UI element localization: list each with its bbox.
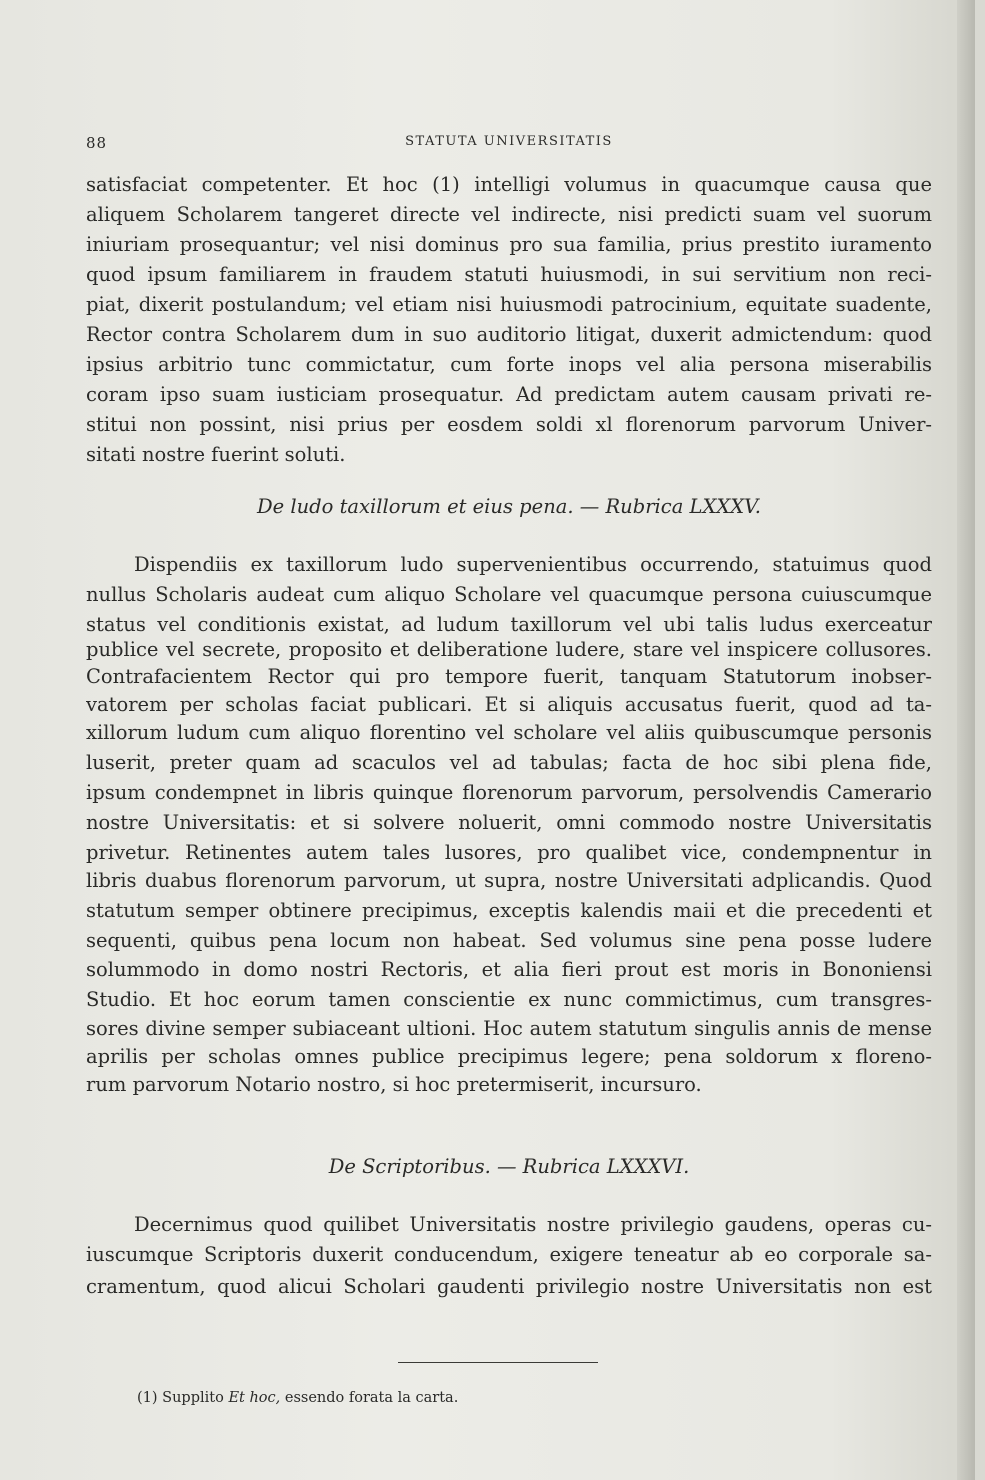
text-line: aprilis per scholas omnes publice precipimus legere; pena soldorum x floreno- <box>86 1045 932 1068</box>
text-line: cramentum, quod alicui Scholari gaudenti privilegio nostre Universitatis non est <box>86 1275 932 1298</box>
text-line: publice vel secrete, proposito et deliberatione ludere, stare vel inspicere collusores. <box>86 638 932 661</box>
text-line: nullus Scholaris audeat cum aliquo Scholare vel quacumque persona cuiuscumque <box>86 583 932 606</box>
text-line: Studio. Et hoc eorum tamen conscientie ex nunc commictimus, cum transgres- <box>86 988 932 1011</box>
text-line: luserit, preter quam ad scaculos vel ad tabulas; facta de hoc sibi plena fide, <box>86 751 932 774</box>
text-line: nostre Universitatis: et si solvere noluerit, omni commodo nostre Universitatis <box>86 811 932 834</box>
text-line: libris duabus florenorum parvorum, ut supra, nostre Universitati adplicandis. Quod <box>86 869 932 892</box>
rubric-heading-85: De ludo taxillorum et eius pena. — Rubrica LXXXV. <box>257 495 761 518</box>
text-line: status vel conditionis existat, ad ludum taxillorum vel ubi talis ludus exerceatur <box>86 613 932 636</box>
text-line: Dispendiis ex taxillorum ludo supervenientibus occurrendo, statuimus quod <box>134 553 932 576</box>
text-line: sores divine semper subiaceant ultioni. Hoc autem statutum singulis annis de mense <box>86 1017 932 1040</box>
text-line: ipsius arbitrio tunc commictatur, cum forte inops vel alia persona miserabilis <box>86 353 932 376</box>
running-head <box>86 134 932 156</box>
running-title: STATUTA UNIVERSITATIS <box>405 134 613 149</box>
text-line: sequenti, quibus pena locum non habeat. Sed volumus sine pena posse ludere <box>86 929 932 952</box>
text-line: iuscumque Scriptoris duxerit conducendum, exigere teneatur ab eo corporale sa- <box>86 1243 932 1266</box>
text-line: privetur. Retinentes autem tales lusores, pro qualibet vice, condempnentur in <box>86 841 932 864</box>
text-line: Decernimus quod quilibet Universitatis nostre privilegio gaudens, operas cu- <box>134 1213 932 1236</box>
footnote-rule <box>398 1362 598 1363</box>
footnote <box>137 1388 458 1408</box>
page-number: 88 <box>86 134 108 152</box>
footnote-italic: Et hoc, <box>228 1390 281 1406</box>
text-line: Contrafacientem Rector qui pro tempore fuerit, tanquam Statutorum inobser- <box>86 665 932 688</box>
text-line: Rector contra Scholarem dum in suo auditorio litigat, duxerit admictendum: quod <box>86 323 932 346</box>
text-line: aliquem Scholarem tangeret directe vel indirecte, nisi predicti suam vel suorum <box>86 203 932 226</box>
text-line: xillorum ludum cum aliquo florentino vel scholare vel aliis quibuscumque personis <box>86 721 932 744</box>
text-line: rum parvorum Notario nostro, si hoc pretermiserit, incursuro. <box>86 1073 702 1096</box>
footnote-text: essendo forata la carta. <box>284 1390 459 1406</box>
footnote-marker: (1) Supplito <box>137 1390 224 1406</box>
page-spine-shadow <box>957 0 975 1480</box>
text-line: quod ipsum familiarem in fraudem statuti huiusmodi, in sui servitium non reci- <box>86 263 932 286</box>
text-line: coram ipso suam iusticiam prosequatur. Ad predictam autem causam privati re- <box>86 383 932 406</box>
text-line: solummodo in domo nostri Rectoris, et alia fieri prout est moris in Bononiensi <box>86 958 932 981</box>
text-line: piat, dixerit postulandum; vel etiam nisi huiusmodi patrocinium, equitate suadente, <box>86 293 932 316</box>
text-line: satisfaciat competenter. Et hoc (1) intelligi volumus in quacumque causa que <box>86 173 932 196</box>
text-line: vatorem per scholas faciat publicari. Et si aliquis accusatus fuerit, quod ad ta- <box>86 693 932 716</box>
text-line: ipsum condempnet in libris quinque florenorum parvorum, persolvendis Camerario <box>86 781 932 804</box>
text-line: stitui non possint, nisi prius per eosdem soldi xl florenorum parvorum Univer- <box>86 413 932 436</box>
text-line: sitati nostre fuerint soluti. <box>86 443 346 466</box>
text-line: iniuriam prosequantur; vel nisi dominus pro sua familia, prius prestito iuramento <box>86 233 932 256</box>
rubric-heading-86: De Scriptoribus. — Rubrica LXXXVI. <box>328 1155 690 1178</box>
text-line: statutum semper obtinere precipimus, exceptis kalendis maii et die precedenti et <box>86 899 932 922</box>
